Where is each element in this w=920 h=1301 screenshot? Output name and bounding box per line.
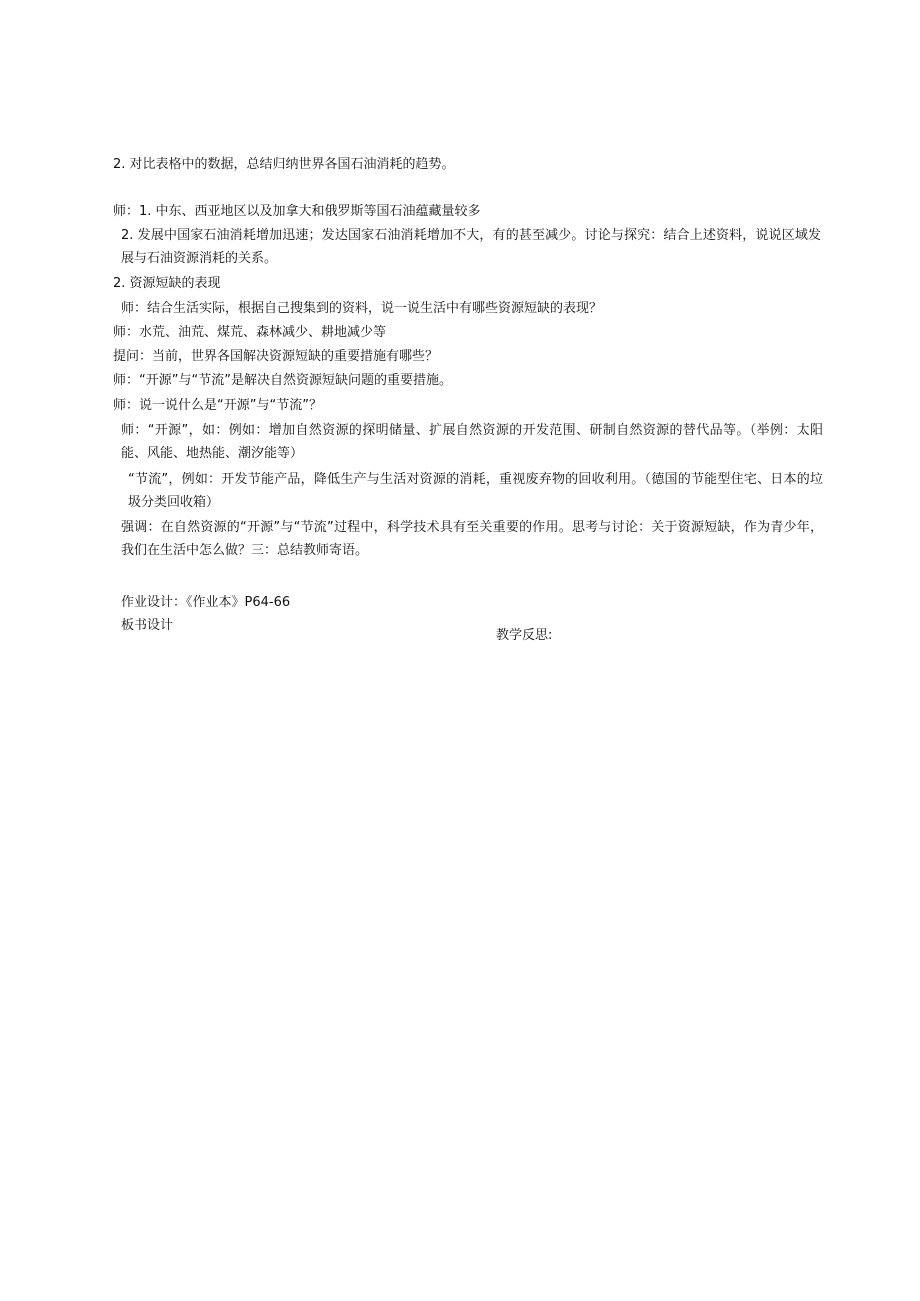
section-heading: 2. 资源短缺的表现 (113, 276, 221, 291)
text-line-1: 2. 对比表格中的数据，总结归纳世界各国石油消耗的趋势。 (113, 157, 455, 172)
text-line-3: 2. 发展中国家石油消耗增加迅速；发达国家石油消耗增加不大，有的甚至减少。讨论与探究：结合上述资料，说说区域发展与石油资源消耗的关系。 (121, 228, 821, 266)
text-line-9: 师：说一说什么是“开源”与“节流”？ (113, 398, 322, 413)
text-line-2: 师：1. 中东、西亚地区以及加拿大和俄罗斯等国石油蕴藏量较多 (113, 204, 481, 219)
board-design: 板书设计 (121, 618, 174, 633)
text-line-7: 提问：当前，世界各国解决资源短缺的重要措施有哪些？ (113, 349, 439, 364)
text-line-5: 师：结合生活实际，根据自己搜集到的资料，说一说生活中有哪些资源短缺的表现？ (121, 301, 603, 316)
homework-design: 作业设计：《作业本》P64-66 (121, 595, 291, 610)
teaching-reflection: 教学反思: (496, 628, 553, 643)
text-line-6: 师：水荒、油荒、煤荒、森林减少、耕地减少等 (113, 325, 387, 340)
text-line-10: 师：“开源”，如：例如：增加自然资源的探明储量、扩展自然资源的开发范围、研制自然资源的替代品等。（举例：太阳能、风能、地热能、潮汐能等） (121, 423, 823, 461)
text-line-8: 师：“开源”与“节流”是解决自然资源短缺问题的重要措施。 (113, 373, 452, 388)
text-line-12: 强调：在自然资源的“开源”与“节流”过程中，科学技术具有至关重要的作用。思考与讨论：关于资源短缺，作为青少年，我们在生活中怎么做？三：总结教师寄语。 (121, 520, 823, 558)
text-line-11: “节流”，例如：开发节能产品，降低生产与生活对资源的消耗，重视废弃物的回收利用。（德国的节能型住宅、日本的垃圾分类回收箱） (128, 472, 823, 510)
